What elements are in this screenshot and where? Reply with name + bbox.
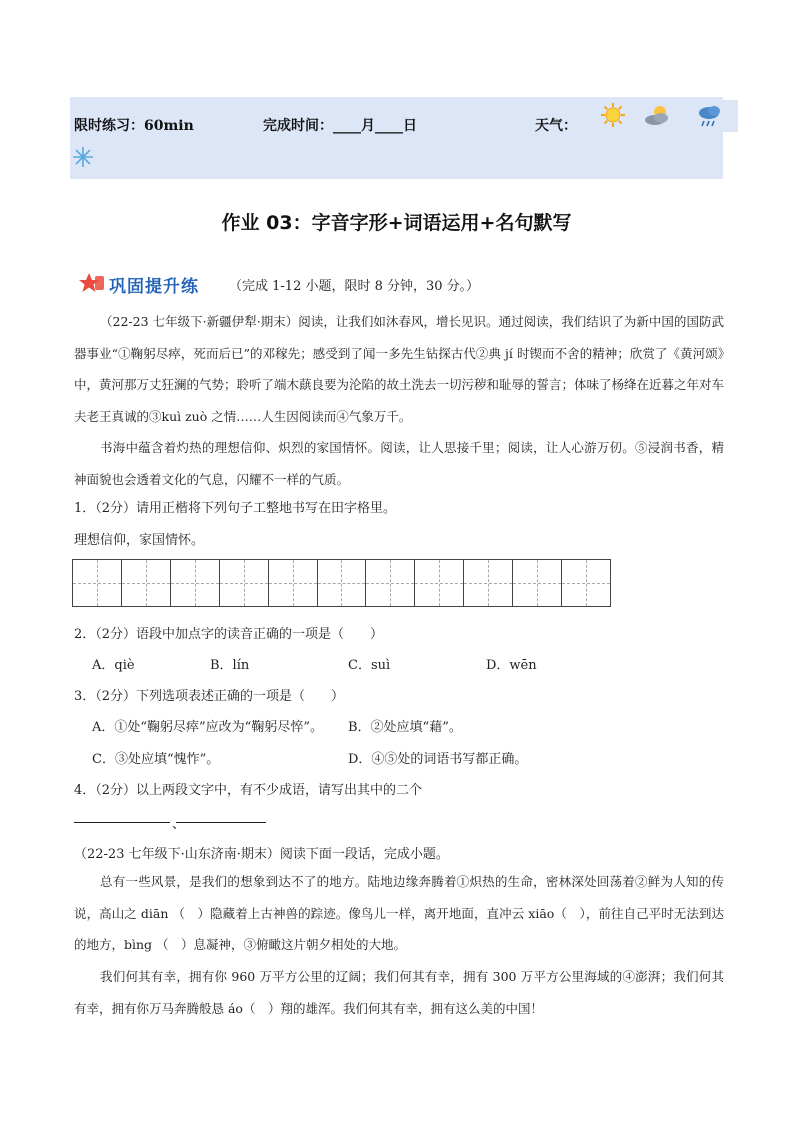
grid-cell[interactable] bbox=[562, 560, 610, 606]
q2-option-b[interactable]: B．lín bbox=[210, 658, 250, 673]
passage2-intro: （22-23 七年级下·山东济南·期末）阅读下面一段话，完成小题。 bbox=[74, 847, 449, 862]
header-tab bbox=[723, 100, 738, 132]
tianzige-grid[interactable] bbox=[72, 559, 611, 607]
passage1-paragraph-2: 书海中蕴含着灼热的理想信仰、炽烈的家国情怀。阅读，让人思接千里；阅读，让人心游万仞。⑤浸润书香，精神面貌也会透着文化的气息，闪耀不一样的气质。 bbox=[74, 440, 724, 487]
question-1-sentence: 理想信仰，家国情怀。 bbox=[74, 533, 205, 548]
sun-icon bbox=[600, 102, 626, 128]
grid-cell[interactable] bbox=[73, 560, 122, 606]
q3-option-d[interactable]: D．④⑤处的词语书写都正确。 bbox=[348, 752, 528, 767]
grid-cell[interactable] bbox=[220, 560, 269, 606]
section-note: （完成 1-12 小题，限时 8 分钟，30 分。） bbox=[229, 279, 480, 294]
q3-option-b[interactable]: B．②处应填“藉”。 bbox=[348, 720, 462, 735]
finish-time: 完成时间：____月____日 bbox=[263, 118, 417, 134]
question-3: 3．（2分）下列选项表述正确的一项是（ ） bbox=[74, 689, 345, 704]
grid-cell[interactable] bbox=[269, 560, 318, 606]
passage2-paragraph-2: 我们何其有幸，拥有你 960 万平方公里的辽阔；我们何其有幸，拥有 300 万平方公里海域的④澎湃；我们何其有幸，拥有你万马奔腾般恳 áo（ ）翔的雄浑。我们何其有幸，拥有这么美的中国！ bbox=[74, 969, 724, 1016]
q3-option-c[interactable]: C．③处应填“愧怍”。 bbox=[92, 752, 220, 767]
grid-cell[interactable] bbox=[464, 560, 513, 606]
question-4: 4．（2分）以上两段文字中，有不少成语，请写出其中的二个 bbox=[74, 783, 423, 798]
q2-option-d[interactable]: D．wēn bbox=[486, 658, 537, 673]
page-title: 作业 03：字音字形+词语运用+名句默写 bbox=[221, 212, 572, 234]
grid-cell[interactable] bbox=[415, 560, 464, 606]
q2-option-c[interactable]: C．suì bbox=[348, 658, 391, 673]
q3-option-a[interactable]: A．①处“鞠躬尽瘁”应改为“鞠躬尽悴”。 bbox=[92, 720, 323, 735]
question-1: 1．（2分）请用正楷将下列句子工整地书写在田字格里。 bbox=[74, 501, 397, 516]
rain-cloud-icon bbox=[696, 103, 724, 131]
blank-separator: 、 bbox=[172, 817, 186, 832]
question-2: 2．（2分）语段中加点字的读音正确的一项是（ ） bbox=[74, 627, 384, 642]
section-title: 巩固提升练 bbox=[109, 277, 199, 297]
star-badge-icon bbox=[78, 272, 106, 294]
grid-cell[interactable] bbox=[318, 560, 367, 606]
time-limit: 限时练习：60min bbox=[74, 118, 194, 134]
grid-cell[interactable] bbox=[366, 560, 415, 606]
q2-option-a[interactable]: A．qiè bbox=[92, 658, 135, 673]
grid-cell[interactable] bbox=[513, 560, 562, 606]
passage2-paragraph-1: 总有一些风景，是我们的想象到达不了的地方。陆地边缘奔腾着①炽热的生命，密林深处回荡着②鲜为人知的传说，高山之 diān （ ）隐藏着上古神兽的踪迹。像鸟儿一样，离开地面，直冲云 xiāo（ ），前往自己平时无法到达的地方，bìng （ ）息凝神，③俯瞰这片朝夕相处的大地。 bbox=[74, 874, 724, 952]
passage1-paragraph-1: （22-23 七年级下·新疆伊犁·期末）阅读，让我们如沐春风，增长见识。通过阅读，我们结识了为新中国的国防武器事业“①鞠躬尽瘁，死而后已”的邓稼先；感受到了闻一多先生钻探古代②典 jí 时锲而不舍的精神；欣赏了《黄河颂》中，黄河那万丈狂澜的气势；聆听了端木蕻良要为沦陷的故土洗去一切污秽和耻辱的誓言；体味了杨绛在近暮之年对车夫老王真诚的③kuì zuò 之情……人生因阅读而④气象万千。 bbox=[74, 314, 725, 424]
snowflake-icon bbox=[72, 146, 94, 168]
grid-cell[interactable] bbox=[171, 560, 220, 606]
partly-cloudy-icon bbox=[643, 104, 673, 128]
grid-cell[interactable] bbox=[122, 560, 171, 606]
answer-blank-2[interactable] bbox=[176, 822, 266, 823]
weather-label: 天气： bbox=[535, 118, 577, 134]
answer-blank-1[interactable] bbox=[74, 822, 170, 823]
